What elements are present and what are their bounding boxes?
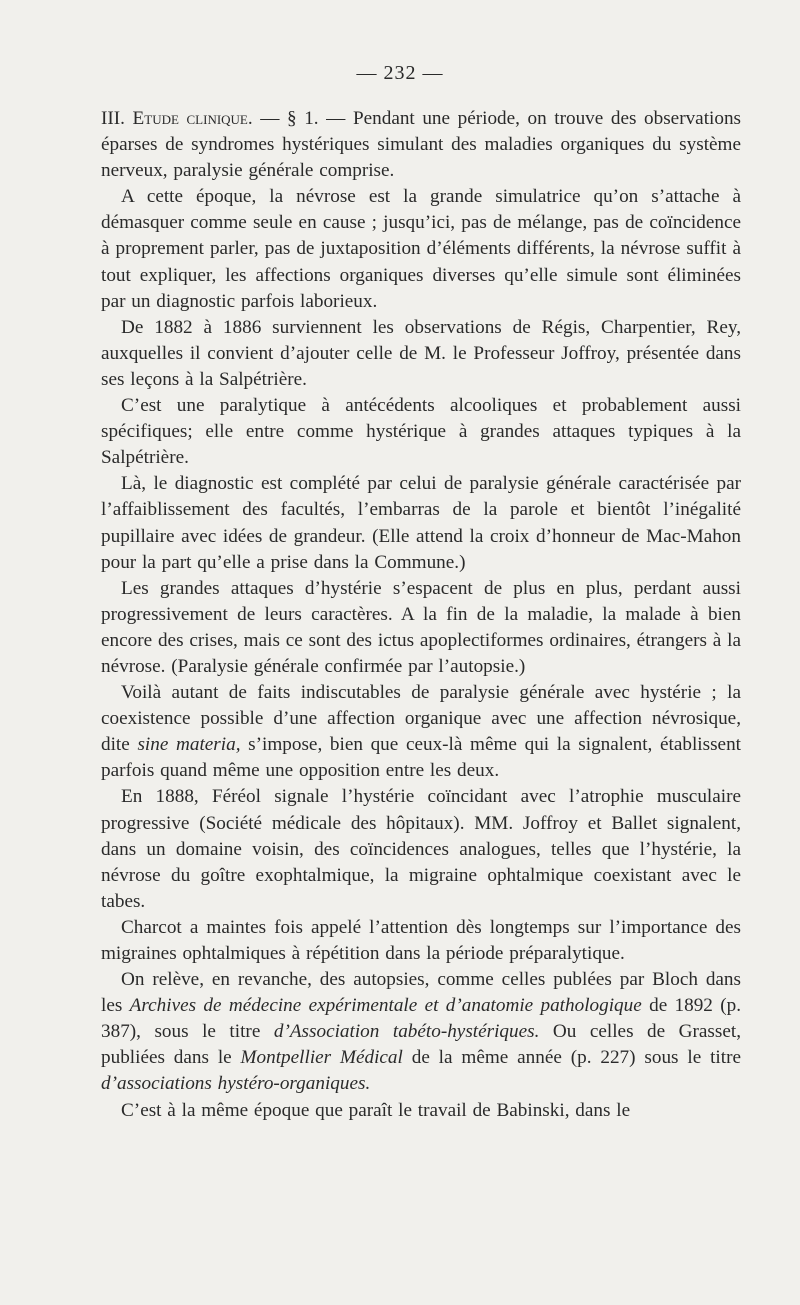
paragraph-2: De 1882 à 1886 surviennent les observations de Régis, Charpentier, Rey, auxquelles il convient d’ajouter celle de M. le Professeur Joffroy, présentée dans ses leçons à la Salpétrière. bbox=[101, 316, 741, 390]
paragraph-8: Charcot a maintes fois appelé l’attention dès longtemps sur l’importance des migraines ophtalmiques à répétition dans la période préparalytique. bbox=[101, 916, 741, 964]
section-intro-paragraph bbox=[101, 106, 741, 184]
section-title: Etude clinique. bbox=[132, 108, 253, 129]
journal-title-archives: Archives de médecine expérimentale et d’anatomie pathologique bbox=[129, 995, 642, 1017]
paragraph-5: Les grandes attaques d’hystérie s’espacent de plus en plus, perdant aussi progressivement de leurs caractères. A la fin de la maladie, la malade à bien encore des crises, mais ce sont des ictus apoplectiformes ordinaires, étrangers à la névrose. (Paralysie générale confirmée par l’autopsie.) bbox=[101, 577, 741, 677]
paragraph-4: Là, le diagnostic est complété par celui de paralysie générale caractérisée par l’affaiblissement des facultés, l’embarras de la parole et bientôt l’inégalité pupillaire avec idées de grandeur. (Elle attend la croix d’honneur de Mac-Mahon pour la part qu’elle a prise dans la Commune.) bbox=[101, 473, 741, 573]
paragraph-3: C’est une paralytique à antécédents alcooliques et probablement aussi spécifiques; elle entre comme hystérique à grandes attaques typiques à la Salpétrière. bbox=[101, 395, 741, 469]
journal-title-montpellier: Montpellier Médical bbox=[240, 1047, 403, 1069]
paragraph-9: On relève, en revanche, des autopsies, comme celles publées par Bloch dans les Archives de médecine expérimentale et d’anatomie pathologique de 1892 (p. 387), sous le titre d’Association tabéto-hystériques. Ou celles de Grasset, publiées dans le Montpellier Médical de la même année (p. 227) sous le titre d’associations hystéro-organiques. bbox=[101, 969, 742, 1095]
section-intro-text: Pendant une période, on trouve des observations éparses de syndromes hystériques simulant des maladies organiques du système nerveux, paralysie générale comprise. bbox=[101, 108, 742, 182]
paragraph-6: Voilà autant de faits indiscutables de paralysie générale avec hystérie ; la coexistence possible d’une affection organique avec une affection névrosique, dite sine materia, s’impose, bien que ceux-là même qui la signalent, établissent parfois quand même une opposition entre les deux. bbox=[101, 682, 741, 782]
page-number: — 232 — bbox=[356, 62, 444, 84]
paragraph-7: En 1888, Féréol signale l’hystérie coïncidant avec l’atrophie musculaire progressive (Société médicale des hôpitaux). MM. Joffroy et Ballet signalent, dans un domaine voisin, des coïncidences analogues, telles que l’hystérie, la névrose du goître exophtalmique, la migraine ophtalmique coexistant avec le tabes. bbox=[101, 786, 741, 912]
paragraph-1: A cette époque, la névrose est la grande simulatrice qu’on s’attache à démasquer comme seule en cause ; jusqu’ici, pas de mélange, pas de coïncidence à proprement parler, pas de juxtaposition d’éléments différents, la névrose suffit à tout expliquer, les affections organiques diverses qu’elle simule sont éliminées par un diagnostic parfois laborieux. bbox=[101, 186, 741, 312]
article-title-bloch: d’Association tabéto-hystériques. bbox=[273, 1021, 540, 1043]
latin-phrase: sine materia, bbox=[137, 734, 241, 756]
paragraph-10: C’est à la même époque que paraît le travail de Babinski, dans le bbox=[121, 1099, 631, 1121]
article-title-grasset: d’associations hystéro-organiques. bbox=[101, 1073, 371, 1095]
section-separator: — § 1. — bbox=[260, 108, 346, 129]
body-text bbox=[101, 106, 741, 1124]
section-number: III. bbox=[101, 108, 125, 129]
